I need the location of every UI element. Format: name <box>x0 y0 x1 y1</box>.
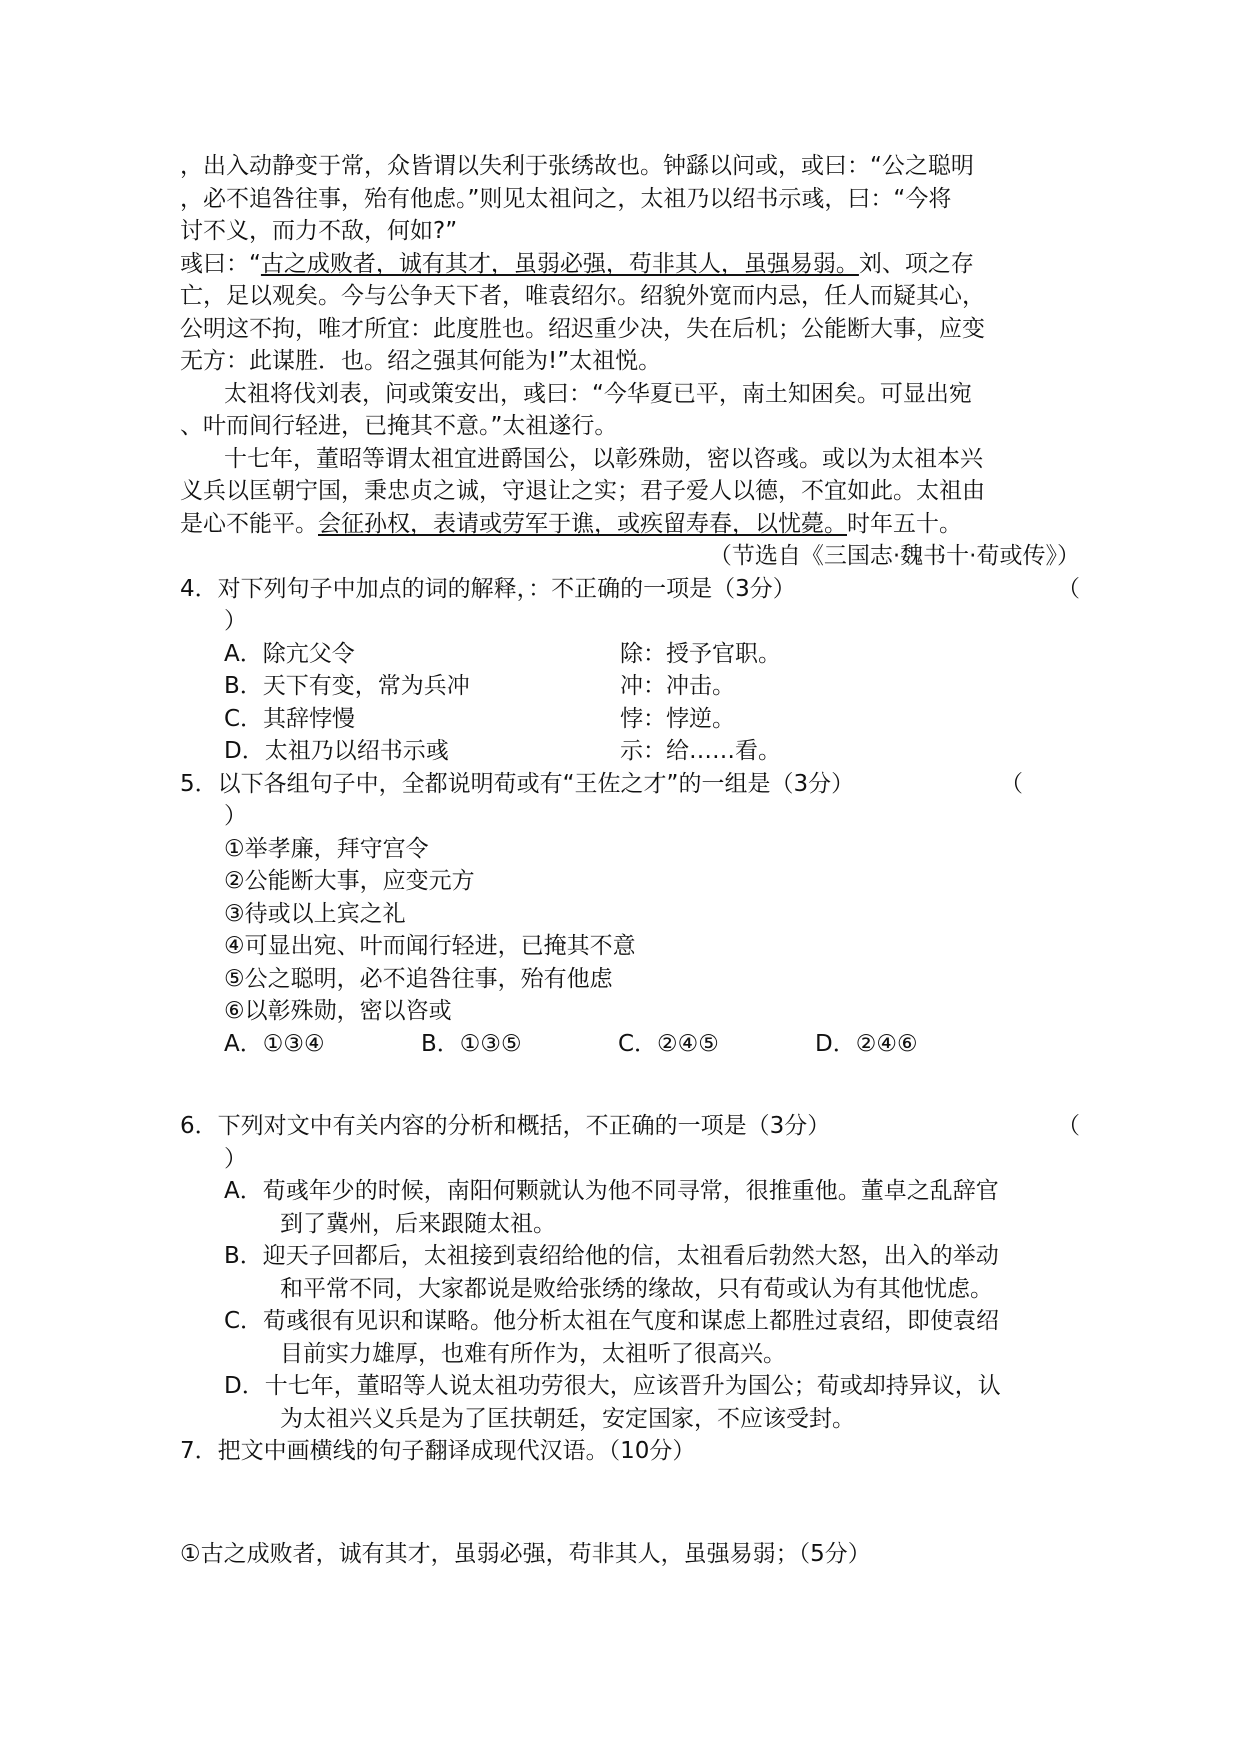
question-6-option: D．十七年，董昭等人说太祖功劳很大，应该晋升为国公；荀或却持异议，认 <box>224 1373 1001 1399</box>
passage-line: 太祖将伐刘表，问或策安出，彧曰：“今华夏已平，南土知困矣。可显出宛 <box>224 380 972 407</box>
question-text: 5．以下各组句子中，全都说明荀或有“王佐之才”的一组是（3分） <box>180 770 855 797</box>
passage-text: 时年五十。 <box>847 510 962 537</box>
underlined-sentence-2: 会征孙权，表请或劳军于谯，或疾留寿春，以忧薨。 <box>318 510 847 537</box>
answer-paren-open: （ <box>1057 575 1080 602</box>
question-7-sub1: ①古之成败者，诚有其才，虽弱必强，苟非其人，虽强易弱；（5分） <box>180 1540 871 1567</box>
question-5-stem <box>180 768 1080 801</box>
question-6-option-cont: 和平常不同，大家都说是败给张绣的缘故，只有荀或认为有其他忧虑。 <box>280 1275 993 1302</box>
option-explanation: 示：给……看。 <box>620 738 781 764</box>
option-sentence: C．其辞悖慢 <box>224 705 356 732</box>
choice-b: B．①③⑤ <box>421 1030 522 1057</box>
answer-paren-open: （ <box>1057 1113 1080 1139</box>
exam-page <box>180 150 1080 1570</box>
passage-text: 是心不能平。 <box>180 510 318 537</box>
question-text: 4．对下列句子中加点的词的解释，：不正确的一项是（3分） <box>180 575 796 602</box>
question-4-option <box>180 638 1080 671</box>
option-explanation: 悖：悖逆。 <box>620 705 735 732</box>
passage-line: 无方：此谋胜．也。绍之强其何能为!”太祖悦。 <box>180 348 662 374</box>
passage-text: 刘、项之存 <box>858 250 974 277</box>
option-sentence: B．天下有变，常为兵冲 <box>224 673 470 699</box>
passage-line: 十七年，董昭等谓太祖宜进爵国公，以彰殊勋，密以咨彧。或以为太祖本兴 <box>224 445 983 472</box>
choice-d: D．②④⑥ <box>815 1030 918 1057</box>
underlined-sentence-1: 古之成败者，诚有其才，虽弱必强，苟非其人，虽强易弱。 <box>260 250 859 277</box>
question-4-option <box>180 703 1080 736</box>
question-5-item: ⑥以彰殊勋，密以咨或 <box>224 998 452 1024</box>
passage-line: 公明这不拘，唯才所宜：此度胜也。绍迟重少决，失在后机；公能断大事，应变 <box>180 315 985 342</box>
question-6-stem <box>180 1110 1080 1143</box>
question-5-item: ④可显出宛、叶而闻行轻进，已掩其不意 <box>224 933 636 959</box>
passage-line: 、叶而间行轻进，已掩其不意。”太祖遂行。 <box>180 413 618 439</box>
question-5-item: ⑤公之聪明，必不追咎往事，殆有他虑 <box>224 965 613 992</box>
passage-line: 亡，足以观矣。今与公争天下者，唯袁绍尔。绍貌外宽而内忌，任人而疑其心， <box>180 283 985 309</box>
answer-paren-close: ） <box>224 1145 247 1172</box>
question-5-item: ③待或以上宾之礼 <box>224 900 406 927</box>
question-4-stem <box>180 573 1080 606</box>
question-7-stem: 7．把文中画横线的句子翻译成现代汉语。（10分） <box>180 1438 696 1464</box>
answer-paren-open: （ <box>1000 770 1023 797</box>
passage-line: ，必不追咎往事，殆有他虑。”则见太祖问之，太祖乃以绍书示彧，曰：“今将 <box>180 185 952 212</box>
passage-text: 彧曰：“ <box>180 250 261 277</box>
option-explanation: 除：授予官职。 <box>620 640 781 667</box>
question-4-option <box>180 670 1080 703</box>
question-4-option <box>180 735 1080 768</box>
option-sentence: D．太祖乃以绍书示彧 <box>224 738 449 764</box>
passage-line: ，出入动静变于常，众皆谓以失利于张绣故也。钟繇以问或，或曰：“公之聪明 <box>180 153 974 179</box>
passage-line: 讨不义，而力不敌，何如?” <box>180 218 458 244</box>
question-6-option-cont: 到了冀州，后来跟随太祖。 <box>280 1210 556 1237</box>
question-6-option: A．荀彧年少的时候，南阳何颗就认为他不同寻常，很推重他。董卓之乱辞官 <box>224 1178 999 1204</box>
question-5-choices <box>180 1028 1080 1061</box>
answer-paren-close: ） <box>224 803 247 829</box>
passage-line: 义兵以匡朝宁国，秉忠贞之诚，守退让之实；君子爱人以德，不宜如此。太祖由 <box>180 478 985 504</box>
question-text: 6．下列对文中有关内容的分析和概括，不正确的一项是（3分） <box>180 1113 831 1139</box>
question-5-item: ②公能断大事，应变元方 <box>224 868 475 894</box>
answer-paren-close: ） <box>224 608 247 634</box>
option-explanation: 冲：冲击。 <box>620 673 735 699</box>
passage-line <box>180 248 1080 281</box>
question-5-item: ①举孝廉，拜守宫令 <box>224 835 429 862</box>
question-6-option-cont: 目前实力雄厚，也难有所作为，太祖听了很高兴。 <box>280 1340 786 1367</box>
option-sentence: A．除亢父令 <box>224 640 355 667</box>
question-6-option: C．荀彧很有见识和谋略。他分析太祖在气度和谋虑上都胜过袁绍，即使袁绍 <box>224 1308 1000 1334</box>
passage-line <box>180 508 1080 541</box>
question-6-option: B．迎天子回都后，太祖接到袁绍给他的信，太祖看后勃然大怒，出入的举动 <box>224 1243 999 1269</box>
spacer <box>180 1060 1080 1110</box>
question-6-option-cont: 为太祖兴义兵是为了匡扶朝廷，安定国家，不应该受封。 <box>280 1405 855 1432</box>
choice-a: A．①③④ <box>224 1030 325 1057</box>
answer-space <box>180 1468 1080 1538</box>
choice-c: C．②④⑤ <box>618 1030 719 1057</box>
passage-source: （节选自《三国志·魏书十·荀或传》） <box>708 543 1080 569</box>
